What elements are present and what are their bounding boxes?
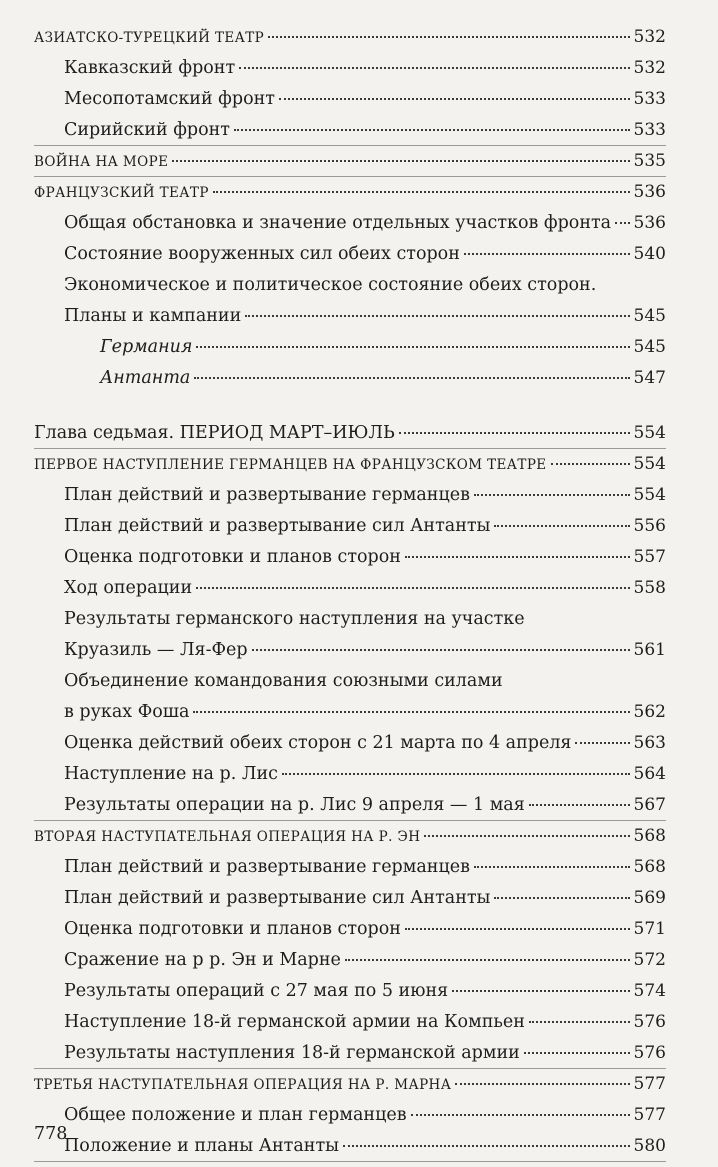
dot-leader [411,1114,630,1116]
toc-entry [34,914,666,945]
entry-page-number: 577 [633,1105,666,1125]
dot-leader [529,804,630,806]
entry-title: Антанта [100,368,191,388]
dot-leader [279,98,630,100]
dot-leader [213,191,630,193]
entry-title: Сражение на р р. Эн и Марне [64,950,341,970]
entry-page-number: 576 [633,1012,666,1032]
entry-page-number: 554 [633,423,666,443]
entry-title: План действий и развертывание германцев [64,857,470,877]
page-number: 778 [34,1124,68,1144]
entry-page-number: 571 [633,919,666,939]
dot-leader [268,36,629,38]
section-divider [34,1161,666,1162]
entry-page-number: 563 [633,733,666,753]
section-heading [34,449,666,480]
entry-title: Результаты операции на р. Лис 9 апреля — 1 мая [64,795,525,815]
dot-leader [494,897,629,899]
entry-title: Наступление 18-й германской армии на Компьен [64,1012,525,1032]
entry-title: План действий и развертывание сил Антанты [64,888,491,908]
entry-page-number: 568 [633,857,666,877]
dot-leader [575,742,629,744]
toc-entry [34,115,666,146]
toc-entry [34,480,666,511]
entry-page-number: 564 [633,764,666,784]
toc-entry [34,208,666,239]
entry-page-number: 536 [633,182,666,202]
dot-leader [345,959,630,961]
entry-title: Ход операции [64,578,193,598]
entry-page-number: 557 [633,547,666,567]
dot-leader [193,711,629,713]
dot-leader [196,346,629,348]
entry-page-number: 532 [633,58,666,78]
entry-page-number: 576 [633,1043,666,1063]
dot-leader [239,67,629,69]
dot-leader [282,773,630,775]
dot-leader [474,866,630,868]
entry-title: АЗИАТСКО-ТУРЕЦКИЙ ТЕАТР [34,30,265,46]
toc-entry [34,84,666,115]
entry-title: Оценка действий обеих сторон с 21 марта по 4 апреля [64,733,572,753]
toc-entry [34,759,666,790]
entry-title: Германия [100,337,193,357]
entry-title: Круазиль — Ля-Фер [64,640,248,660]
entry-title: Планы и кампании [64,306,242,326]
dot-leader [524,1052,630,1054]
entry-page-number: 572 [633,950,666,970]
dot-leader [405,556,630,558]
entry-title: Кавказский фронт [64,58,236,78]
entry-page-number: 533 [633,120,666,140]
dot-leader [172,160,629,162]
toc-entry [34,511,666,542]
entry-page-number: 574 [633,981,666,1001]
dot-leader [529,1021,630,1023]
dot-leader [196,587,629,589]
dot-leader [551,463,630,465]
toc-entry [34,945,666,976]
entry-page-number: 535 [633,151,666,171]
toc-entry [34,604,666,635]
entry-page-number: 561 [633,640,666,660]
entry-page-number: 568 [633,826,666,846]
toc-entry [34,542,666,573]
dot-leader [399,432,630,434]
entry-page-number: 545 [633,306,666,326]
dot-leader [452,990,629,992]
toc-entry [34,1038,666,1069]
chapter-heading [34,418,666,449]
entry-page-number: 562 [633,702,666,722]
toc-entry [34,239,666,270]
entry-title: Результаты операций с 27 мая по 5 июня [64,981,449,1001]
entry-title: ПЕРВОЕ НАСТУПЛЕНИЕ ГЕРМАНЦЕВ НА ФРАНЦУЗСКОМ ТЕАТРЕ [34,457,547,473]
dot-leader [234,129,630,131]
entry-page-number: 532 [633,27,666,47]
entry-page-number: 554 [633,454,666,474]
dot-leader [455,1083,629,1085]
entry-title: Результаты наступления 18-й германской армии [64,1043,520,1063]
entry-page-number: 558 [633,578,666,598]
entry-page-number: 569 [633,888,666,908]
toc-entry [34,301,666,332]
entry-title: Экономическое и политическое состояние обеих сторон. [64,275,597,295]
entry-title: Состояние вооруженных сил обеих сторон [64,244,460,264]
entry-page-number: 580 [633,1136,666,1156]
entry-title: Наступление на р. Лис [64,764,278,784]
toc-entry [34,1007,666,1038]
entry-title: Общая обстановка и значение отдельных участков фронта [64,213,612,233]
entry-title: ВОЙНА НА МОРЕ [34,154,169,170]
entry-page-number: 545 [633,337,666,357]
entry-title: Глава седьмая. ПЕРИОД МАРТ–ИЮЛЬ [34,423,395,443]
dot-leader [245,315,629,317]
entry-page-number: 540 [633,244,666,264]
entry-page-number: 554 [633,485,666,505]
table-of-contents [34,22,666,1162]
toc-entry [34,1100,666,1131]
entry-title: ФРАНЦУЗСКИЙ ТЕАТР [34,185,209,201]
entry-title: Оценка подготовки и планов сторон [64,547,401,567]
entry-title: ВТОРАЯ НАСТУПАТЕЛЬНАЯ ОПЕРАЦИЯ НА Р. ЭН [34,829,421,845]
toc-entry [34,363,666,394]
section-heading [34,177,666,208]
toc-entry [34,883,666,914]
entry-page-number: 556 [633,516,666,536]
entry-title: Сирийский фронт [64,120,230,140]
entry-title: Месопотамский фронт [64,89,275,109]
toc-entry [34,666,666,697]
toc-entry [34,697,666,728]
dot-leader [194,377,629,379]
dot-leader [474,494,630,496]
section-heading [34,22,666,53]
dot-leader [464,253,630,255]
section-heading [34,146,666,177]
dot-leader [494,525,629,527]
toc-entry [34,976,666,1007]
entry-page-number: 577 [633,1074,666,1094]
toc-entry [34,573,666,604]
entry-title: План действий и развертывание германцев [64,485,470,505]
entry-title: Положение и планы Антанты [64,1136,340,1156]
entry-title: Объединение командования союзными силами [64,671,503,691]
toc-entry [34,790,666,821]
dot-leader [424,835,629,837]
toc-entry [34,1131,666,1162]
entry-page-number: 536 [633,213,666,233]
toc-entry [34,270,666,301]
entry-title: в руках Фоша [64,702,190,722]
toc-entry [34,728,666,759]
entry-title: Оценка подготовки и планов сторон [64,919,401,939]
toc-entry [34,53,666,84]
entry-title: Результаты германского наступления на участке [64,609,525,629]
dot-leader [343,1145,629,1147]
entry-page-number: 533 [633,89,666,109]
dot-leader [615,222,629,224]
dot-leader [252,649,630,651]
toc-entry [34,635,666,666]
section-heading [34,821,666,852]
toc-entry [34,852,666,883]
spacer [34,394,666,418]
entry-title: План действий и развертывание сил Антанты [64,516,491,536]
section-heading [34,1069,666,1100]
entry-page-number: 547 [633,368,666,388]
entry-page-number: 567 [633,795,666,815]
toc-entry [34,332,666,363]
entry-title: Общее положение и план германцев [64,1105,407,1125]
dot-leader [405,928,630,930]
entry-title: ТРЕТЬЯ НАСТУПАТЕЛЬНАЯ ОПЕРАЦИЯ НА Р. МАРНА [34,1077,452,1093]
